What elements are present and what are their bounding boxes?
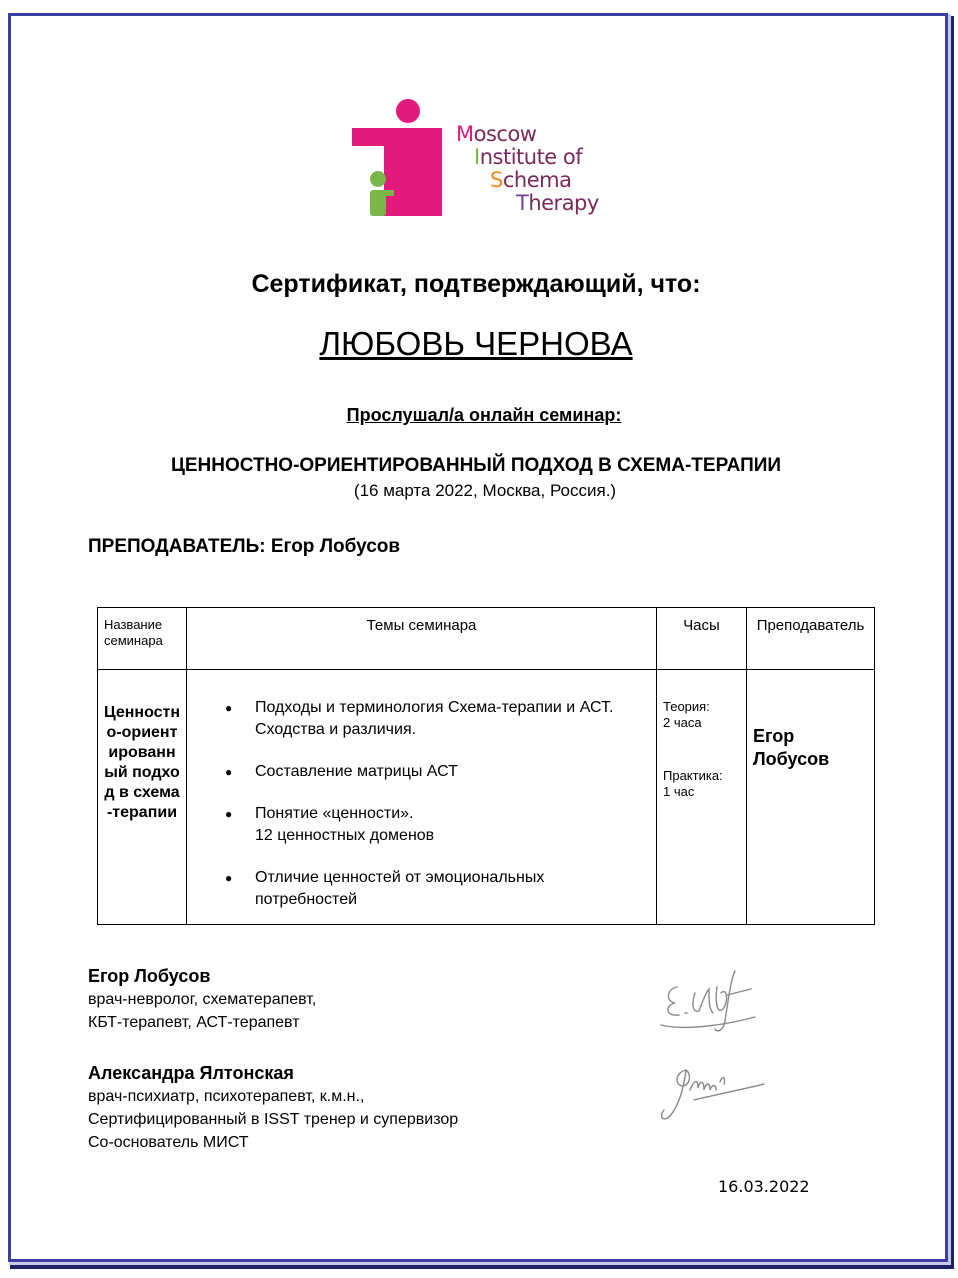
header-seminar-name: Название семинара xyxy=(98,608,187,670)
logo-line-3: Schema xyxy=(490,168,572,192)
theory-label: Теория: xyxy=(663,699,710,714)
logo-line-4: Therapy xyxy=(516,191,599,215)
signatory-title-line: Со-основатель МИСТ xyxy=(88,1134,249,1151)
program-table xyxy=(97,607,875,925)
cell-topics xyxy=(187,670,657,925)
bullet-icon: ● xyxy=(225,807,233,821)
header-topics: Темы семинара xyxy=(187,608,657,670)
signatory-1 xyxy=(88,965,316,1034)
seminar-title: ЦЕННОСТНО-ОРИЕНТИРОВАННЫЙ ПОДХОД В СХЕМА-ТЕРАПИИ xyxy=(170,455,782,476)
bullet-icon: ● xyxy=(225,871,233,885)
table-row xyxy=(98,670,875,925)
attended-label: Прослушал/а онлайн семинар: xyxy=(346,405,622,425)
teacher-line: ПРЕПОДАВАТЕЛЬ: Егор Лобусов xyxy=(88,536,401,557)
signatory-title-line: Сертифицированный в ISST тренер и супервизор xyxy=(88,1111,459,1128)
list-item xyxy=(187,803,650,847)
topics-list xyxy=(187,697,650,911)
logo-wordmark xyxy=(456,123,599,215)
practice-value: 1 час xyxy=(663,784,695,799)
signature-1-icon xyxy=(655,965,765,1045)
document-date: 16.03.2022 xyxy=(718,1177,810,1196)
logo-line-2: Institute of xyxy=(474,145,583,169)
bullet-icon: ● xyxy=(225,765,233,779)
topic-text: Понятие «ценности». xyxy=(255,805,414,822)
cell-seminar-name: Ценностно-ориентированный подход в схема-терапии xyxy=(98,670,187,925)
topic-subtext: 12 ценностных доменов xyxy=(255,827,435,844)
signatory-name: Егор Лобусов xyxy=(88,966,211,986)
signature-2-icon xyxy=(650,1060,770,1130)
seminar-date: (16 марта 2022, Москва, Россия.) xyxy=(353,481,617,500)
list-item xyxy=(187,761,650,783)
signatory-title-line: КБТ-терапевт, АСТ-терапевт xyxy=(88,1014,300,1031)
signatory-title-line: врач-невролог, схематерапевт, xyxy=(88,991,317,1008)
theory-value: 2 часа xyxy=(663,715,702,730)
header-teacher: Преподаватель xyxy=(747,608,875,670)
bullet-icon: ● xyxy=(225,701,233,715)
cell-teacher: Егор Лобусов xyxy=(747,670,875,925)
cell-hours xyxy=(657,670,747,925)
table-header-row xyxy=(98,608,875,670)
recipient-name: ЛЮБОВЬ ЧЕРНОВА xyxy=(319,325,633,362)
list-item xyxy=(187,867,650,911)
logo-line-1: Moscow xyxy=(456,122,537,146)
signatory-2 xyxy=(88,1062,458,1154)
certificate-title: Сертификат, подтверждающий, что: xyxy=(251,270,701,298)
topic-text: Отличие ценностей от эмоциональных потребностей xyxy=(255,869,545,908)
header-hours: Часы xyxy=(657,608,747,670)
topic-text: Подходы и терминология Схема-терапии и АСТ. Сходства и различия. xyxy=(255,699,614,738)
list-item xyxy=(187,697,650,741)
signatory-title-line: врач-психиатр, психотерапевт, к.м.н., xyxy=(88,1088,365,1105)
practice-label: Практика: xyxy=(663,768,723,783)
signatory-name: Александра Ялтонская xyxy=(88,1063,294,1083)
topic-text: Составление матрицы АСТ xyxy=(255,763,458,780)
